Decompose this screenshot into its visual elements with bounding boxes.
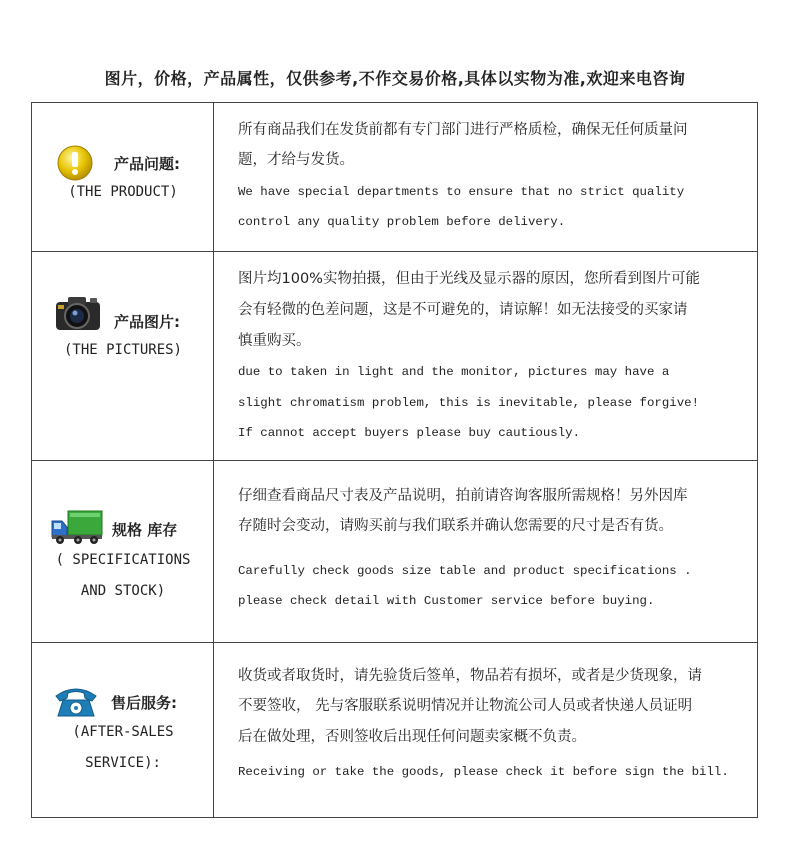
telephone-icon: [54, 684, 98, 718]
row-text-en: Carefully check goods size table and product specifications .: [238, 564, 692, 578]
row-text-en: If cannot accept buyers please buy cautiously.: [238, 426, 581, 440]
row-text-cn: 慎重购买。: [238, 333, 311, 349]
row-content-cell: [214, 643, 757, 817]
row-text-cn: 不要签收， 先与客服联系说明情况并让物流公司人员或者快递人员证明: [238, 698, 693, 714]
row-text-cn: 后在做处理，否则签收后出现任何问题卖家概不负责。: [238, 729, 586, 745]
row-text-cn: 会有轻微的色差问题，这是不可避免的，请谅解！如无法接受的买家请: [238, 302, 688, 318]
row-label-cn: 产品图片:: [114, 313, 180, 331]
row-label-cn: 售后服务:: [111, 694, 177, 712]
row-content-cell: [214, 103, 757, 251]
row-text-cn: 所有商品我们在发货前都有专门部门进行严格质检，确保无任何质量问: [238, 122, 688, 138]
delivery-truck-icon: [50, 507, 104, 547]
info-table: [31, 102, 758, 818]
camera-icon: [54, 294, 102, 332]
row-text-en: slight chromatism problem, this is inevitable, please forgive!: [238, 396, 700, 410]
row-label-cell: [32, 103, 214, 251]
row-label-en: SERVICE):: [85, 755, 161, 771]
row-text-cn: 图片均100%实物拍摄，但由于光线及显示器的原因，您所看到图片可能: [238, 271, 700, 287]
table-row-product: [32, 103, 757, 251]
row-label-en: (THE PICTURES): [63, 342, 182, 358]
row-text-en: please check detail with Customer service before buying.: [238, 594, 655, 608]
row-label-en: AND STOCK): [80, 583, 166, 599]
warning-exclamation-icon: [57, 145, 93, 181]
row-text-cn: 仔细查看商品尺寸表及产品说明，拍前请咨询客服所需规格！另外因库: [238, 488, 688, 504]
table-row-specifications: [32, 460, 757, 642]
row-content-cell: [214, 461, 757, 642]
table-row-pictures: [32, 251, 757, 460]
row-label-cn: 产品问题:: [114, 155, 180, 173]
row-text-en: due to taken in light and the monitor, pictures may have a: [238, 365, 670, 379]
row-label-cell: [32, 643, 214, 817]
row-label-cell: [32, 252, 214, 460]
row-label-cn: 规格 库存: [112, 521, 178, 539]
row-text-cn: 题，才给与发货。: [238, 152, 354, 168]
row-label-en: ( SPECIFICATIONS: [55, 552, 191, 568]
row-text-cn: 存随时会变动，请购买前与我们联系并确认您需要的尺寸是否有货。: [238, 518, 673, 534]
row-text-en: We have special departments to ensure that no strict quality: [238, 185, 685, 199]
row-label-cell: [32, 461, 214, 642]
row-label-en: (AFTER-SALES: [72, 724, 174, 740]
table-row-after-sales: [32, 642, 757, 817]
row-text-cn: 收货或者取货时，请先验货后签单，物品若有损坏，或者是少货现象，请: [238, 668, 702, 684]
row-content-cell: [214, 252, 757, 460]
page-title: 图片，价格，产品属性，仅供参考,不作交易价格,具体以实物为准,欢迎来电咨询: [104, 69, 686, 88]
row-label-en: (THE PRODUCT): [68, 184, 178, 200]
row-text-en: Receiving or take the goods, please check it before sign the bill.: [238, 765, 729, 779]
row-text-en: control any quality problem before delivery.: [238, 215, 566, 229]
